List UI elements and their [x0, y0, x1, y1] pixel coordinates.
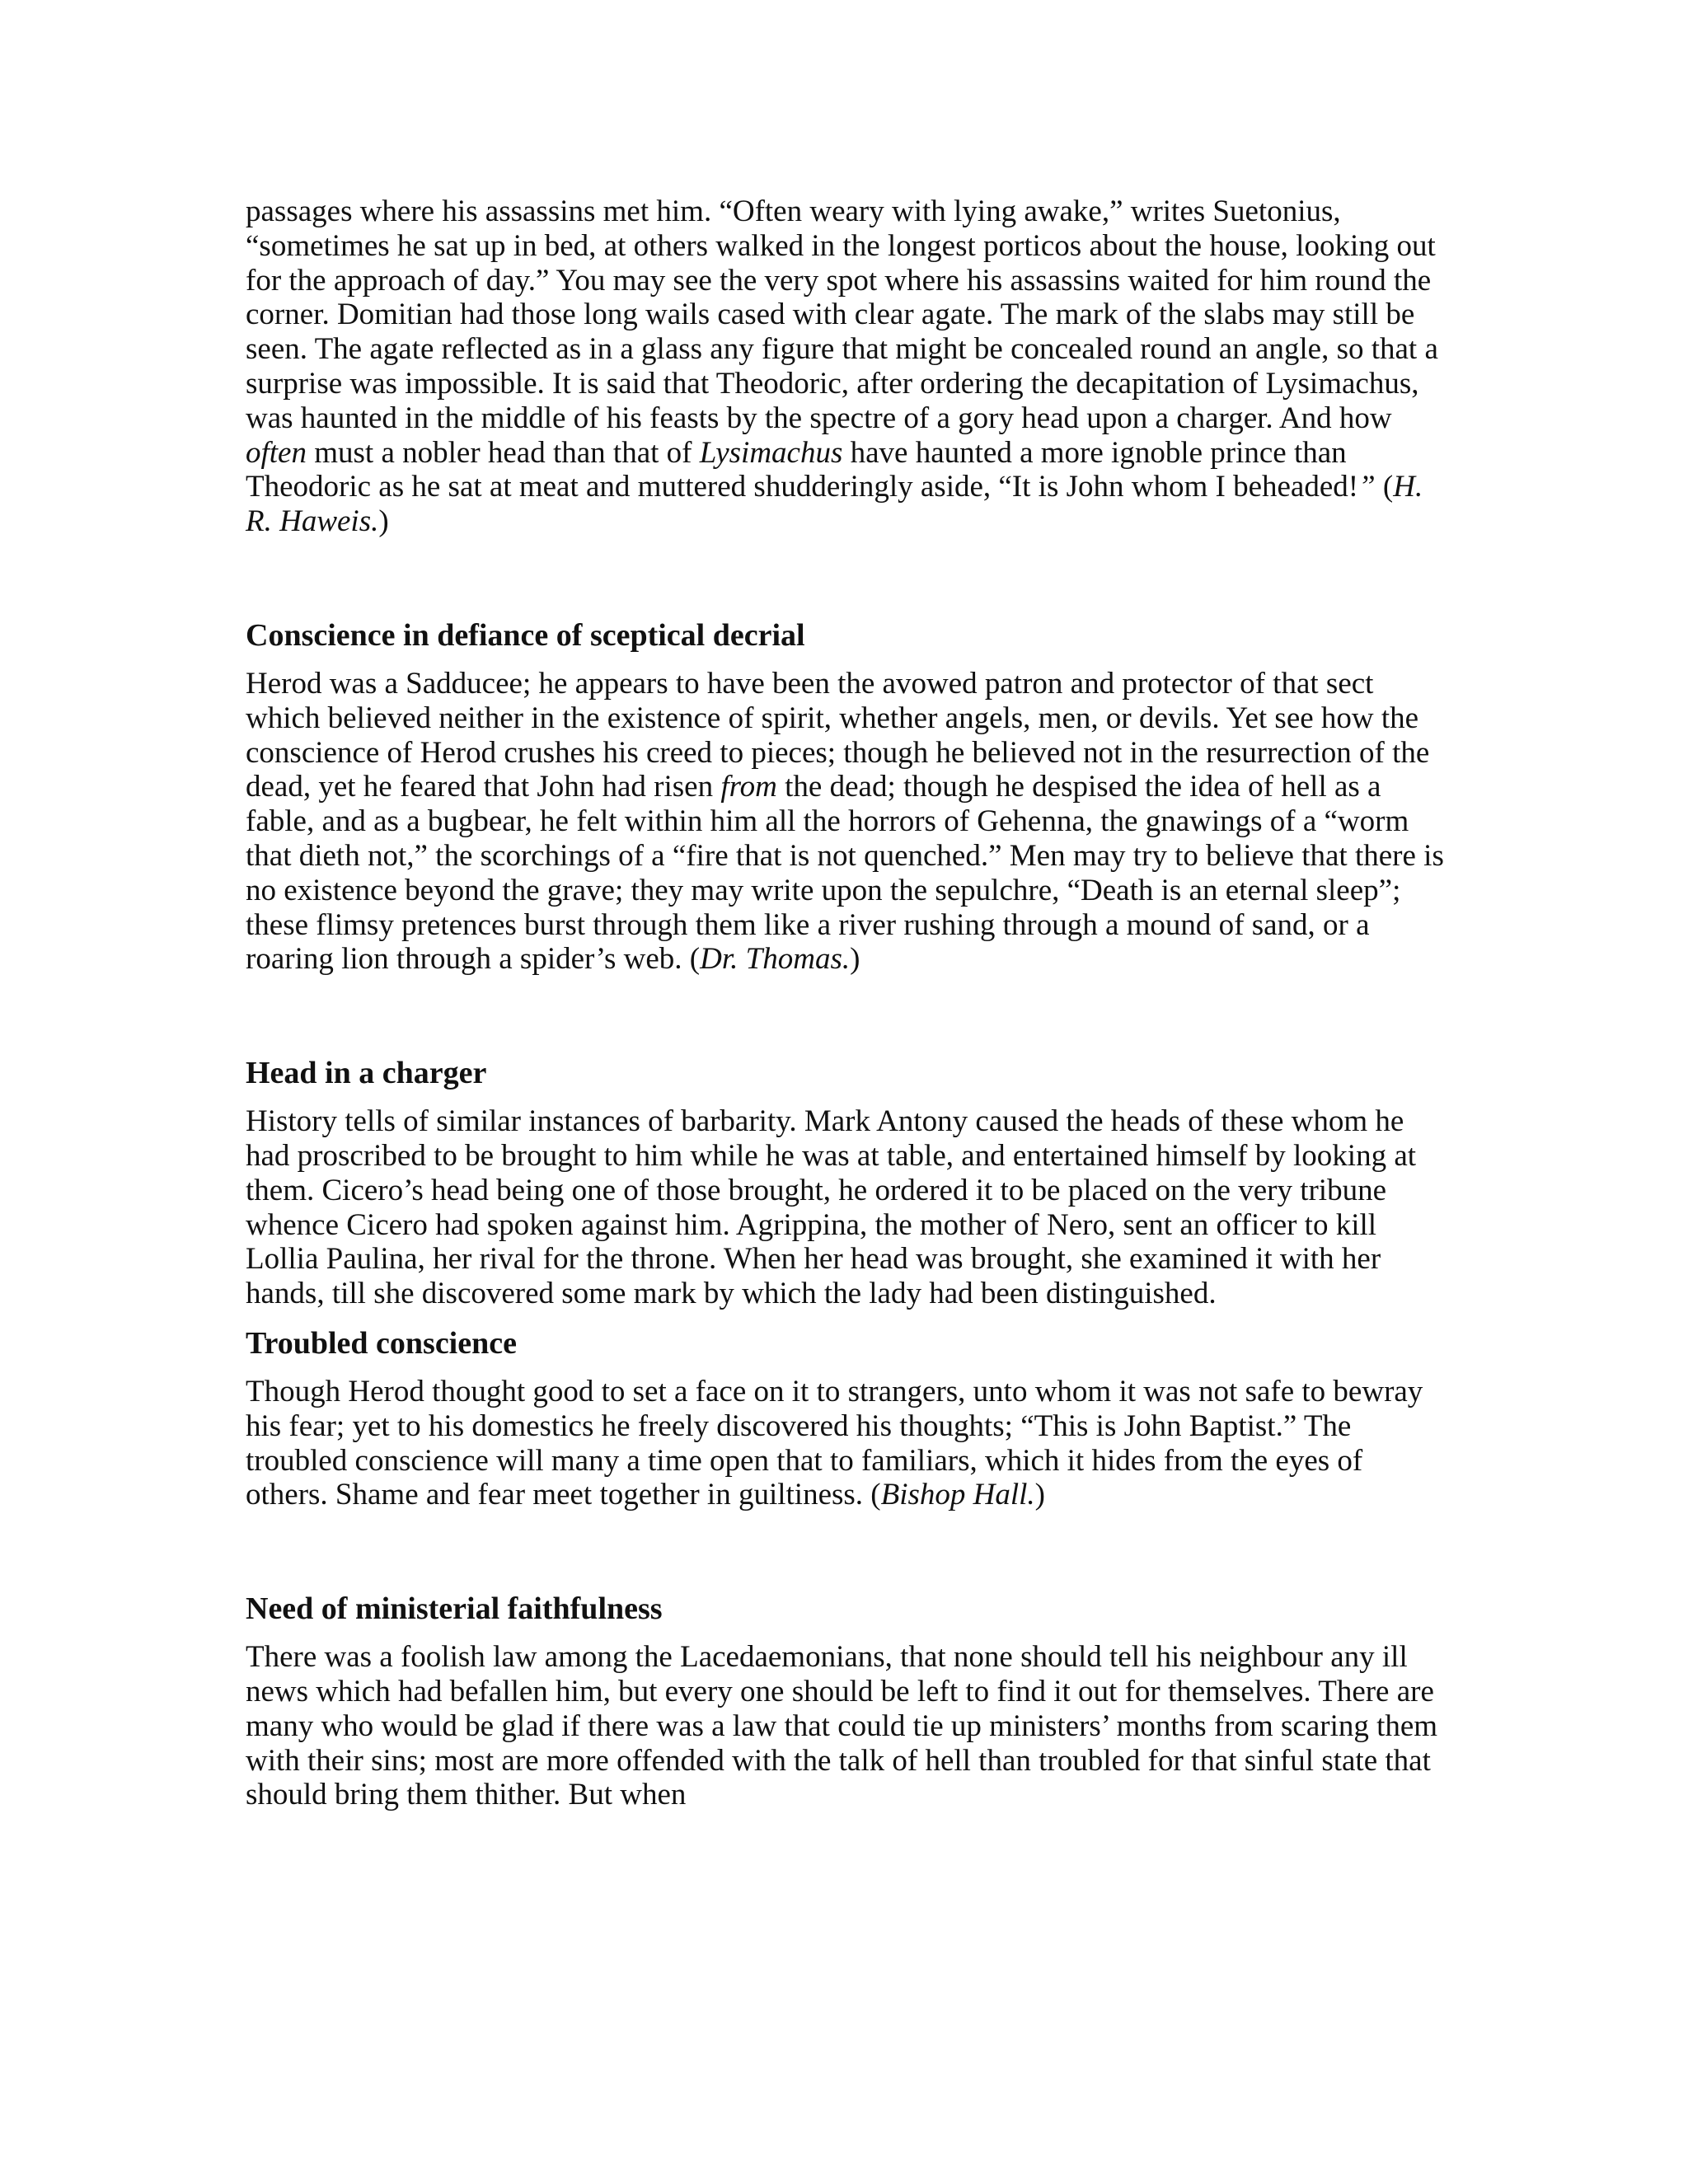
paragraph-history-barbarity: History tells of similar instances of barbarity. Mark Antony caused the heads of these whom he had proscribed to be brought to him while he was at table, and entertained himself by looking at them. Cicero’s head being one of those brought, he ordered it to be placed on the very tribune whence Cicero had spoken against him. Agrippina, the mother of Nero, sent an officer to kill Lollia Paulina, her rival for the throne. When her head was brought, she examined it with her hands, till she discovered some mark by which the lady had been distinguished.: [246, 1104, 1417, 1311]
section-heading-head-in-charger: Head in a charger: [246, 1056, 487, 1091]
document-page: [246, 194, 1449, 1812]
paragraph-domitian: passages where his assassins met him. “Often weary with lying awake,” writes Suetonius, “sometimes he sat up in bed, at others walked in the longest porticos about the house, looking out for the approach of day.” You may see the very spot where his assassins waited for him round the corner. Domitian had those long wails cased with clear agate. The mark of the slabs may still be seen. The agate reflected as in a glass any figure that might be concealed round an angle, so that a surprise was impossible. It is said that Theodoric, after ordering the decapitation of Lysimachus, was haunted in the middle of his feasts by the spectre of a gory head upon a charger. And how often must a nobler head than that of Lysimachus have haunted a more ignoble prince than Theodoric as he sat at meat and muttered shudderingly aside, “It is John whom I beheaded!” (H. R. Haweis.): [246, 194, 1438, 539]
section-heading-conscience-defiance: Conscience in defiance of sceptical decrial: [246, 617, 805, 653]
paragraph-herod-domestics: Though Herod thought good to set a face on it to strangers, unto whom it was not safe to bewray his fear; yet to his domestics he freely discovered his thoughts; “This is John Baptist.” The troubled conscience will many a time open that to familiars, which it hides from the eyes of others. Shame and fear meet together in guiltiness. (Bishop Hall.): [246, 1374, 1423, 1512]
section-heading-ministerial-faithfulness: Need of ministerial faithfulness: [246, 1591, 663, 1627]
paragraph-lacedaemonians: There was a foolish law among the Lacedaemonians, that none should tell his neighbour any ill news which had befallen him, but every one should be left to find it out for themselves. There are many who would be glad if there was a law that could tie up ministers’ months from scaring them with their sins; most are more offended with the talk of hell than troubled for that sinful state that should bring them thither. But when: [246, 1640, 1438, 1812]
paragraph-herod-sadducee: Herod was a Sadducee; he appears to have been the avowed patron and protector of that sect which believed neither in the existence of spirit, whether angels, men, or devils. Yet see how the conscience of Herod crushes his creed to pieces; though he believed not in the resurrection of the dead, yet he feared that John had risen from the dead; though he despised the idea of hell as a fable, and as a bugbear, he felt within him all the horrors of Gehenna, the gnawings of a “worm that dieth not,” the scorchings of a “fire that is not quenched.” Men may try to believe that there is no existence beyond the grave; they may write upon the sepulchre, “Death is an eternal sleep”; these flimsy pretences burst through them like a river rushing through a mound of sand, or a roaring lion through a spider’s web. (Dr. Thomas.): [246, 666, 1444, 977]
section-heading-troubled-conscience: Troubled conscience: [246, 1325, 517, 1361]
